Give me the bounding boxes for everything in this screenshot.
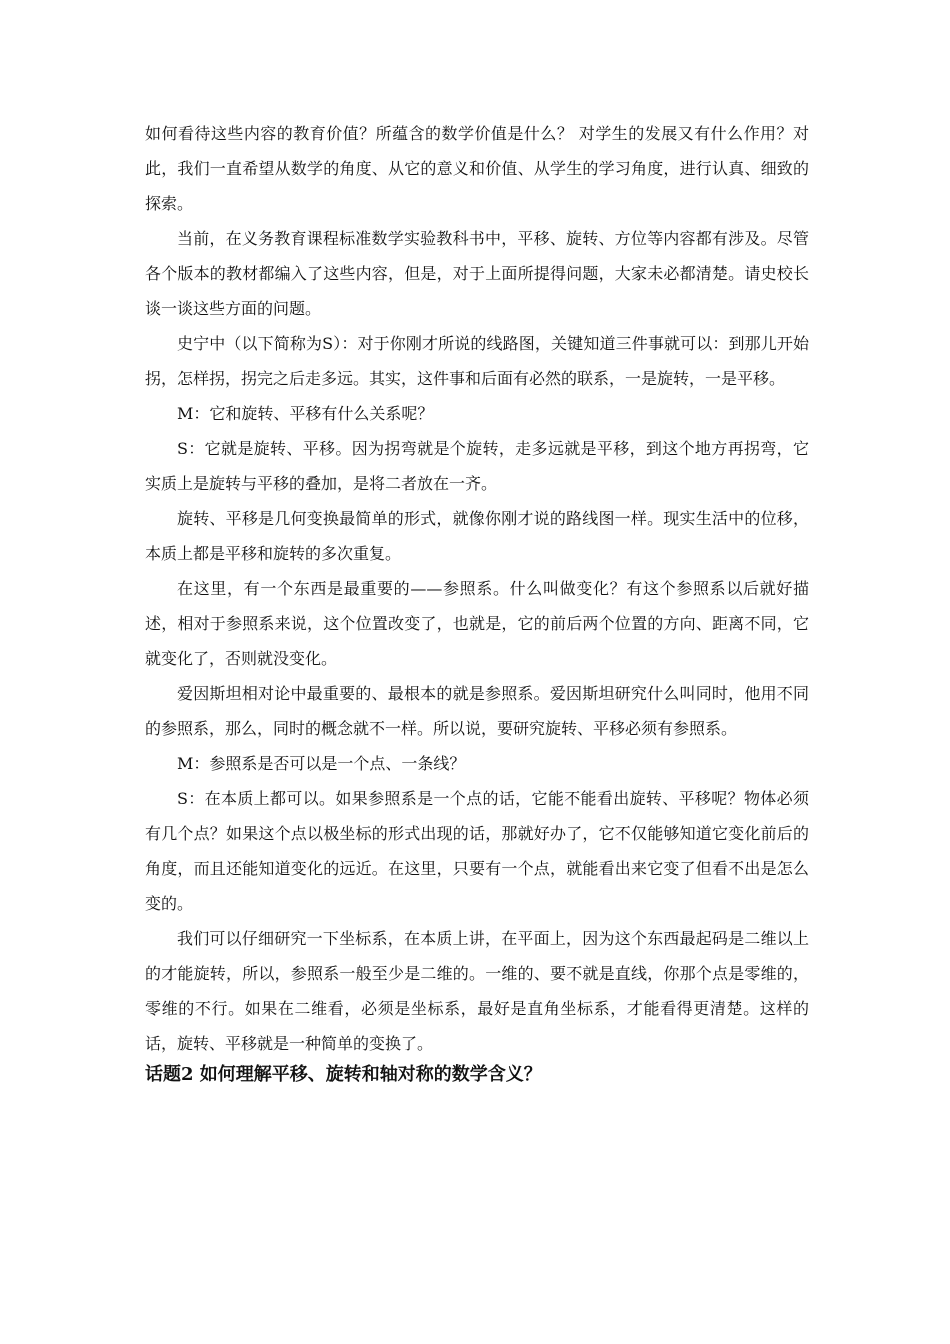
paragraph-1: 如何看待这些内容的教育价值？所蕴含的数学价值是什么？ 对学生的发展又有什么作用？对此，我们一直希望从数学的角度、从它的意义和价值、从学生的学习角度，进行认真、细致的探索。 xyxy=(145,124,809,213)
paragraph-8: 爱因斯坦相对论中最重要的、最根本的就是参照系。爱因斯坦研究什么叫同时，他用不同的参照系，那么，同时的概念就不一样。所以说，要研究旋转、平移必须有参照系。 xyxy=(145,684,809,738)
section-heading: 话题2 如何理解平移、旋转和轴对称的数学含义？ xyxy=(145,1064,542,1085)
paragraph-2: 当前，在义务教育课程标准数学实验教科书中，平移、旋转、方位等内容都有涉及。尽管各个版本的教材都编入了这些内容，但是，对于上面所提得问题，大家未必都清楚。请史校长谈一谈这些方面的问题。 xyxy=(145,229,809,318)
paragraph-7: 在这里，有一个东西是最重要的——参照系。什么叫做变化？有这个参照系以后就好描述，相对于参照系来说，这个位置改变了，也就是，它的前后两个位置的方向、距离不同，它就变化了，否则就没变化。 xyxy=(145,579,809,668)
document-body xyxy=(145,116,809,1089)
paragraph-5: S：它就是旋转、平移。因为拐弯就是个旋转，走多远就是平移，到这个地方再拐弯，它实质上是旋转与平移的叠加，是将二者放在一齐。 xyxy=(145,439,809,493)
paragraph-11: 我们可以仔细研究一下坐标系，在本质上讲，在平面上，因为这个东西最起码是二维以上的才能旋转，所以，参照系一般至少是二维的。一维的、要不就是直线，你那个点是零维的，零维的不行。如果在二维看，必须是坐标系，最好是直角坐标系，才能看得更清楚。这样的话，旋转、平移就是一种简单的变换了。 xyxy=(145,929,809,1053)
paragraph-3: 史宁中（以下简称为S）：对于你刚才所说的线路图，关键知道三件事就可以：到那儿开始拐，怎样拐，拐完之后走多远。其实，这件事和后面有必然的联系，一是旋转，一是平移。 xyxy=(145,334,809,388)
paragraph-10: S：在本质上都可以。如果参照系是一个点的话，它能不能看出旋转、平移呢？物体必须有几个点？如果这个点以极坐标的形式出现的话，那就好办了，它不仅能够知道它变化前后的角度，而且还能知道变化的远近。在这里，只要有一个点，就能看出来它变了但看不出是怎么变的。 xyxy=(145,789,809,913)
paragraph-4: M：它和旋转、平移有什么关系呢？ xyxy=(177,404,434,423)
paragraph-9: M：参照系是否可以是一个点、一条线？ xyxy=(177,754,466,773)
paragraph-6: 旋转、平移是几何变换最简单的形式，就像你刚才说的路线图一样。现实生活中的位移，本质上都是平移和旋转的多次重复。 xyxy=(145,509,809,563)
